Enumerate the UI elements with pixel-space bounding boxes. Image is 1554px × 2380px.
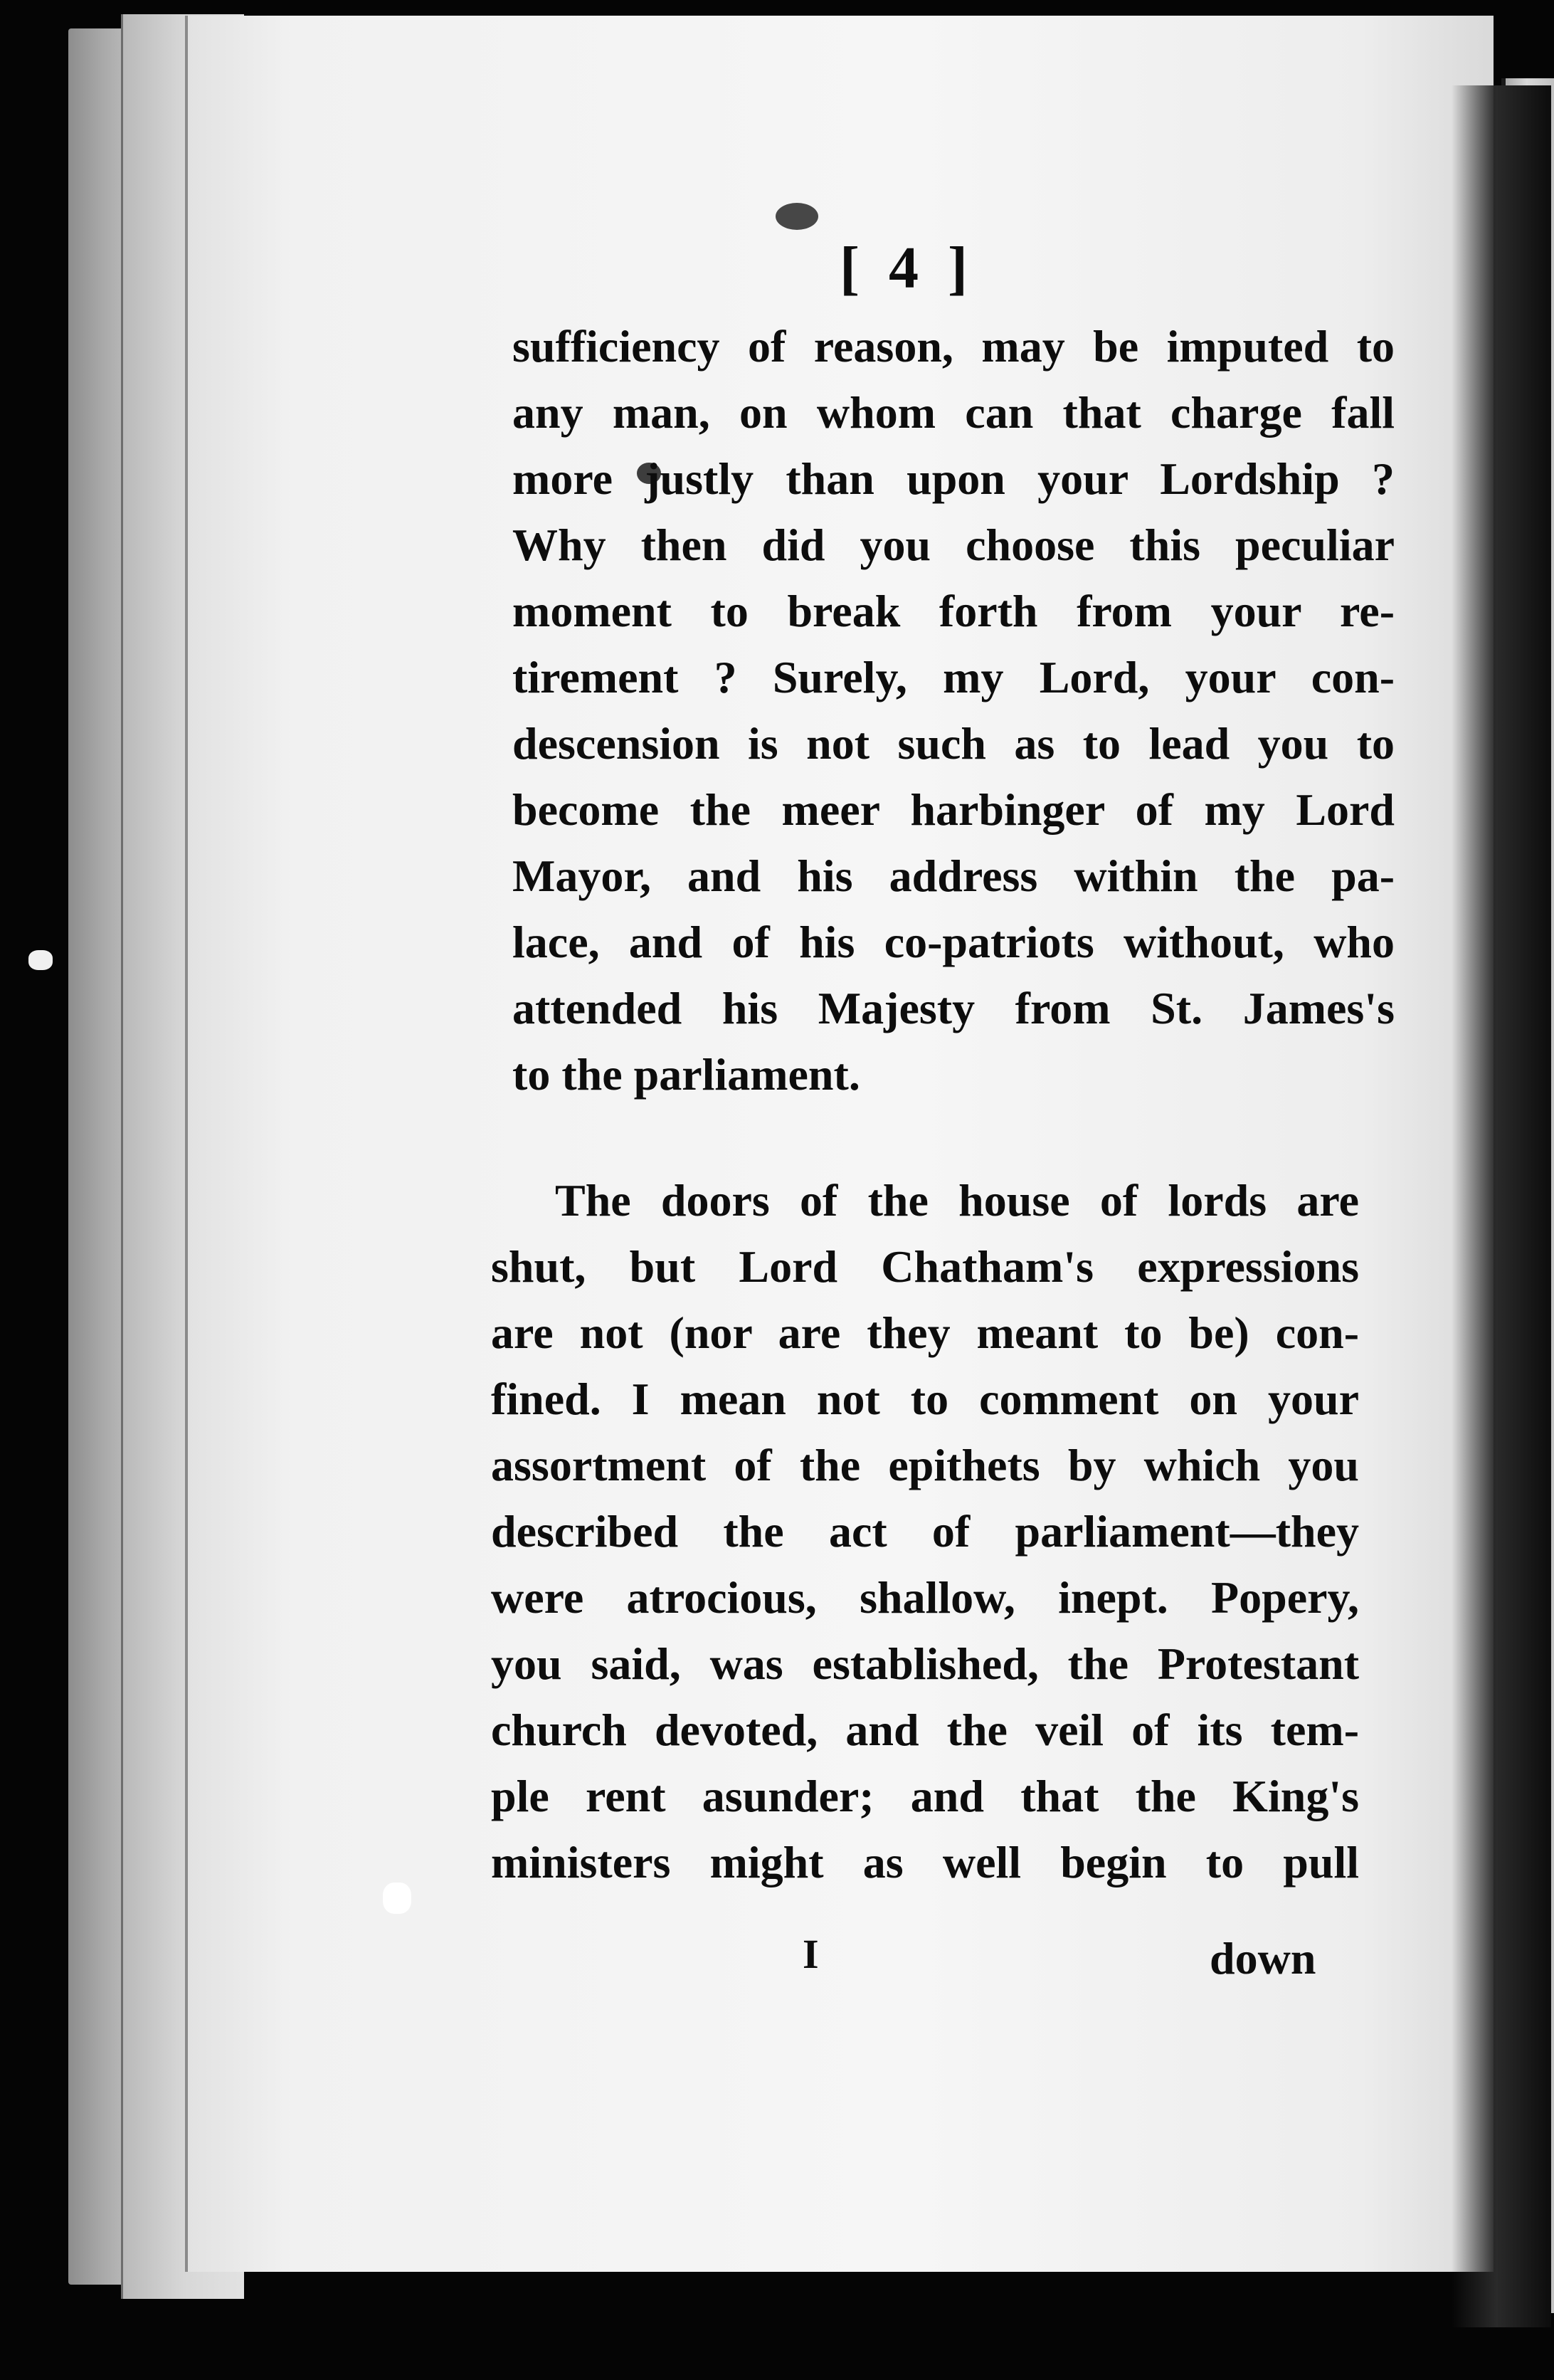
text-line: described the act of parliament—they (491, 1506, 1359, 1557)
page-number-header: [ 4 ] (840, 235, 975, 301)
text-line: were atrocious, shallow, inept. Popery, (491, 1572, 1359, 1623)
gutter-shadow (1452, 85, 1551, 2327)
text-line: shut, but Lord Chatham's expressions (491, 1241, 1359, 1292)
paragraph-1 (512, 313, 1395, 1107)
text-line: moment to break forth from your re- (512, 586, 1395, 636)
paper-speck (28, 950, 53, 970)
paragraph-2 (491, 1167, 1359, 1895)
text-line: ple rent asunder; and that the King's (491, 1771, 1359, 1821)
text-line: lace, and of his co-patriots without, who (512, 917, 1395, 967)
text-line: descension is not such as to lead you to (512, 718, 1395, 769)
text-line: attended his Majesty from St. James's (512, 983, 1395, 1033)
text-line: more justly than upon your Lordship ? (512, 453, 1395, 504)
text-line: Why then did you choose this peculiar (512, 520, 1395, 570)
text-line: ministers might as well begin to pull (491, 1837, 1359, 1887)
text-line: tirement ? Surely, my Lord, your con- (512, 652, 1395, 702)
signature-mark: I (803, 1931, 819, 1977)
paper-speck (383, 1883, 411, 1914)
catchword: down (1210, 1933, 1316, 1984)
text-line: you said, was established, the Protestant (491, 1638, 1359, 1689)
ink-smudge (776, 203, 818, 230)
text-line: any man, on whom can that charge fall (512, 387, 1395, 438)
text-line: church devoted, and the veil of its tem- (491, 1705, 1359, 1755)
text-line: are not (nor are they meant to be) con- (491, 1307, 1359, 1358)
text-line: assortment of the epithets by which you (491, 1440, 1359, 1490)
text-line: sufficiency of reason, may be imputed to (512, 321, 1395, 372)
text-line: become the meer harbinger of my Lord (512, 784, 1395, 835)
text-line: The doors of the house of lords are (555, 1175, 1359, 1226)
text-line: to the parliament. (512, 1049, 860, 1100)
text-line: fined. I mean not to comment on your (491, 1374, 1359, 1424)
text-line: Mayor, and his address within the pa- (512, 851, 1395, 901)
